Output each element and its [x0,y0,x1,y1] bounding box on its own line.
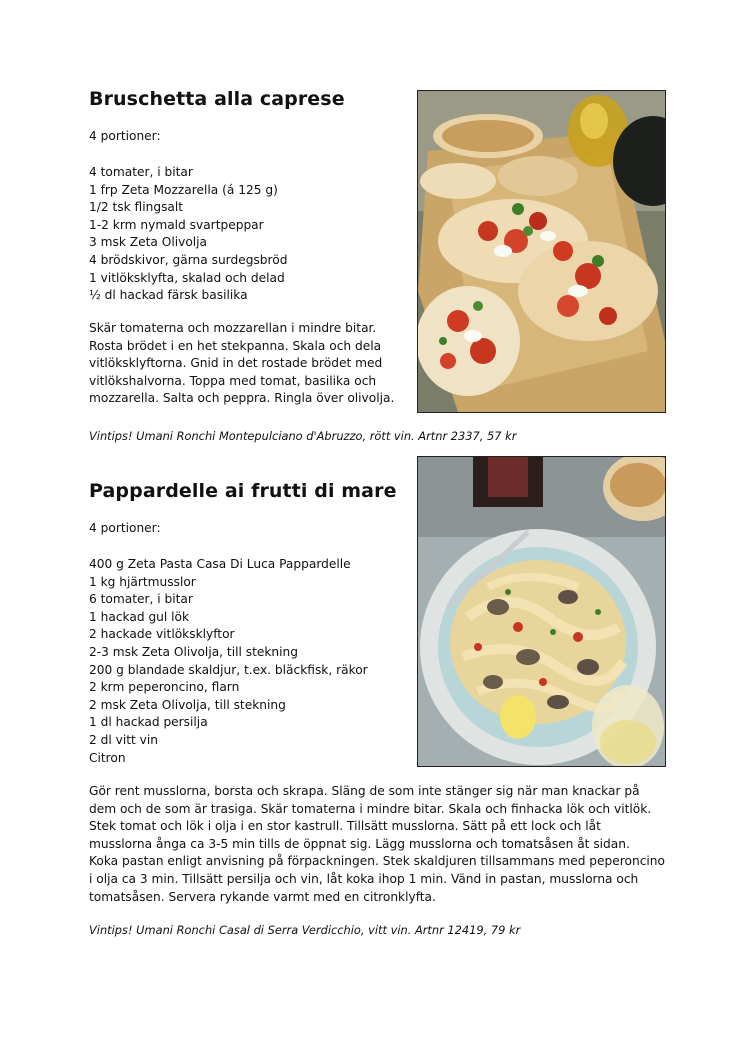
ingredient-item: 200 g blandade skaldjur, t.ex. bläckfisk, räkor [89,662,368,677]
ingredient-item: 400 g Zeta Pasta Casa Di Luca Pappardelle [89,557,351,571]
method-line: tomatsåsen. Servera rykande varmt med en citronklyfta. [89,889,436,904]
method-line: i olja ca 3 min. Tillsätt persilja och vin, låt koka ihop 1 min. Vänd in pastan, musslorna och [89,871,639,886]
ingredient-item: 1 kg hjärtmusslor [89,574,196,589]
photo-pappardelle [417,456,666,767]
method-line: Stek tomat och lök i olja i en stor kastrull. Tillsätt musslorna. Sätt på ett lock och låt [89,819,601,834]
method-line: vitlöksklyftorna. Gnid in det rostade brödet med [89,356,383,371]
ingredient-item: Citron [89,750,126,765]
method-line: vitlökshalvorna. Toppa med tomat, basilika och [89,373,377,388]
ingredient-list-bruschetta [89,164,287,305]
wine-tip-pappardelle: Vintips! Umani Ronchi Casal di Serra Verdicchio, vitt vin. Artnr 12419, 79 kr [89,923,521,937]
ingredient-item: 6 tomater, i bitar [89,592,193,607]
method-line: Gör rent musslorna, borsta och skrapa. Släng de som inte stänger sig när man knackar på [89,784,640,798]
method-bruschetta [89,320,394,408]
method-line: Skär tomaterna och mozzarellan i mindre bitar. [89,321,377,335]
ingredient-item: 2 hackade vitlöksklyftor [89,627,235,642]
method-pappardelle [89,783,665,906]
method-line: mozzarella. Salta och peppra. Ringla över olivolja. [89,391,395,406]
portions-bruschetta: 4 portioner: [89,129,161,143]
recipe-title-pappardelle: Pappardelle ai frutti di mare [89,480,397,502]
ingredient-item: 2-3 msk Zeta Olivolja, till stekning [89,644,298,659]
ingredient-item: 2 msk Zeta Olivolja, till stekning [89,697,286,712]
method-line: musslorna ånga ca 3-5 min tills de öppnat sig. Lägg musslorna och tomatsåsen åt sidan. [89,836,630,851]
ingredient-item: 3 msk Zeta Olivolja [89,235,208,250]
ingredient-list-pappardelle [89,556,368,767]
method-line: Koka pastan enligt anvisning på förpackningen. Stek skaldjuren tillsammans med peperoncino [89,854,665,869]
ingredient-item: ½ dl hackad färsk basilika [89,288,248,303]
photo-bruschetta [417,90,666,413]
ingredient-item: 2 krm peperoncino, flarn [89,680,240,695]
portions-pappardelle: 4 portioner: [89,521,161,535]
ingredient-item: 4 brödskivor, gärna surdegsbröd [89,252,288,267]
ingredient-item: 1-2 krm nymald svartpeppar [89,217,264,232]
ingredient-item: 1 hackad gul lök [89,609,190,624]
recipe-title-bruschetta: Bruschetta alla caprese [89,88,345,110]
wine-tip-bruschetta: Vintips! Umani Ronchi Montepulciano d'Abruzzo, rött vin. Artnr 2337, 57 kr [89,429,517,443]
method-line: Rosta brödet i en het stekpanna. Skala och dela [89,338,382,353]
ingredient-item: 2 dl vitt vin [89,732,158,747]
ingredient-item: 1/2 tsk flingsalt [89,200,184,215]
ingredient-item: 1 frp Zeta Mozzarella (á 125 g) [89,182,278,197]
ingredient-item: 1 dl hackad persilja [89,715,208,730]
ingredient-item: 4 tomater, i bitar [89,165,193,179]
ingredient-item: 1 vitlöksklyfta, skalad och delad [89,270,285,285]
method-line: dem och de som är trasiga. Skär tomaterna i mindre bitar. Skala och finhacka lök och vitlök. [89,801,652,816]
